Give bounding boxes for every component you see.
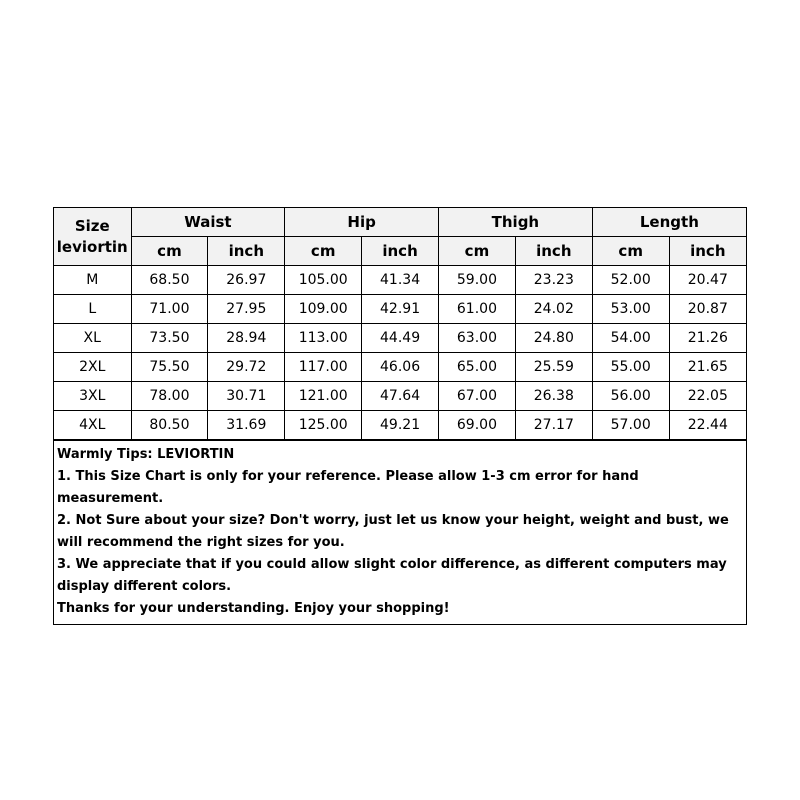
measurement-cell: 68.50 (131, 266, 208, 295)
measurement-cell: 24.80 (515, 324, 592, 353)
measurement-cell: 55.00 (592, 353, 669, 382)
measurement-cell: 78.00 (131, 382, 208, 411)
measurement-cell: 29.72 (208, 353, 285, 382)
measurement-cell: 52.00 (592, 266, 669, 295)
size-label-cell: L (54, 295, 131, 324)
measurement-cell: 53.00 (592, 295, 669, 324)
measurement-cell: 75.50 (131, 353, 208, 382)
measurement-cell: 105.00 (285, 266, 362, 295)
tips-line-3: 3. We appreciate that if you could allow slight color difference, as different computers may display different colors. (57, 557, 727, 594)
size-label-cell: 3XL (54, 382, 131, 411)
measurement-cell: 24.02 (515, 295, 592, 324)
measurement-cell: 41.34 (362, 266, 439, 295)
measurement-cell: 30.71 (208, 382, 285, 411)
measurement-cell: 59.00 (439, 266, 516, 295)
size-chart (53, 207, 747, 625)
size-column-header (54, 208, 131, 266)
tips-section (54, 440, 746, 624)
measurement-cell: 73.50 (131, 324, 208, 353)
tips-title: Warmly Tips: LEVIORTIN (57, 447, 235, 462)
size-header-line-2: leviortin (56, 237, 128, 256)
table-header-row-units (54, 237, 746, 266)
unit-header-cm: cm (131, 237, 208, 266)
measurement-cell: 57.00 (592, 411, 669, 440)
measurement-cell: 22.05 (669, 382, 746, 411)
measurement-cell: 109.00 (285, 295, 362, 324)
measurement-cell: 42.91 (362, 295, 439, 324)
measurement-cell: 22.44 (669, 411, 746, 440)
tips-line-2: 2. Not Sure about your size? Don't worry, just let us know your height, weight and bust, we will recommend the right sizes for you. (57, 513, 729, 550)
measurement-cell: 27.17 (515, 411, 592, 440)
group-header-waist: Waist (131, 208, 285, 237)
tips-closing: Thanks for your understanding. Enjoy your shopping! (57, 601, 450, 616)
measurement-cell: 54.00 (592, 324, 669, 353)
size-header-line-1: Size (74, 216, 110, 235)
size-table (54, 208, 746, 440)
measurement-cell: 69.00 (439, 411, 516, 440)
group-header-hip: Hip (285, 208, 439, 237)
measurement-cell: 71.00 (131, 295, 208, 324)
measurement-cell: 44.49 (362, 324, 439, 353)
size-table-body (54, 266, 746, 440)
measurement-cell: 49.21 (362, 411, 439, 440)
measurement-cell: 23.23 (515, 266, 592, 295)
measurement-cell: 47.64 (362, 382, 439, 411)
measurement-cell: 121.00 (285, 382, 362, 411)
size-label-cell: M (54, 266, 131, 295)
table-row (54, 411, 746, 440)
group-header-length: Length (592, 208, 746, 237)
measurement-cell: 46.06 (362, 353, 439, 382)
measurement-cell: 21.65 (669, 353, 746, 382)
size-label-cell: XL (54, 324, 131, 353)
table-row (54, 382, 746, 411)
group-header-thigh: Thigh (439, 208, 593, 237)
measurement-cell: 20.87 (669, 295, 746, 324)
table-row (54, 353, 746, 382)
measurement-cell: 28.94 (208, 324, 285, 353)
size-label-cell: 4XL (54, 411, 131, 440)
measurement-cell: 20.47 (669, 266, 746, 295)
measurement-cell: 27.95 (208, 295, 285, 324)
measurement-cell: 26.38 (515, 382, 592, 411)
measurement-cell: 21.26 (669, 324, 746, 353)
unit-header-cm: cm (592, 237, 669, 266)
tips-line-1: 1. This Size Chart is only for your reference. Please allow 1-3 cm error for hand measurement. (57, 469, 639, 506)
measurement-cell: 117.00 (285, 353, 362, 382)
measurement-cell: 63.00 (439, 324, 516, 353)
measurement-cell: 65.00 (439, 353, 516, 382)
size-label-cell: 2XL (54, 353, 131, 382)
measurement-cell: 125.00 (285, 411, 362, 440)
unit-header-inch: inch (208, 237, 285, 266)
measurement-cell: 67.00 (439, 382, 516, 411)
table-row (54, 324, 746, 353)
measurement-cell: 80.50 (131, 411, 208, 440)
unit-header-inch: inch (669, 237, 746, 266)
measurement-cell: 56.00 (592, 382, 669, 411)
measurement-cell: 26.97 (208, 266, 285, 295)
unit-header-inch: inch (515, 237, 592, 266)
measurement-cell: 31.69 (208, 411, 285, 440)
measurement-cell: 61.00 (439, 295, 516, 324)
table-row (54, 295, 746, 324)
measurement-cell: 113.00 (285, 324, 362, 353)
table-header-row-groups (54, 208, 746, 237)
measurement-cell: 25.59 (515, 353, 592, 382)
unit-header-cm: cm (439, 237, 516, 266)
unit-header-cm: cm (285, 237, 362, 266)
unit-header-inch: inch (362, 237, 439, 266)
table-row (54, 266, 746, 295)
